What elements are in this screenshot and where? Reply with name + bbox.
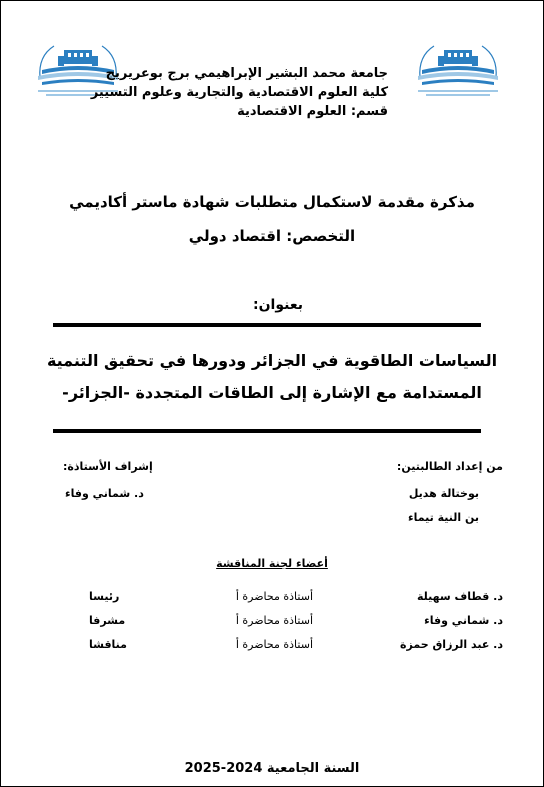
department-name: قسم: العلوم الاقتصادية (237, 104, 388, 119)
thesis-title (1, 345, 543, 409)
committee-member-rank: أستاذة محاضرة أ (235, 590, 313, 603)
university-logo-right (408, 34, 508, 100)
committee-member-role: رئيسا (89, 590, 120, 603)
thesis-title-line-2: المستدامة مع الإشارة إلى الطاقات المتجددة -الجزائر- (62, 383, 482, 402)
committee-member-name: د. عبد الرزاق حمزة (400, 638, 503, 651)
committee-label: أعضاء لجنة المناقشة (216, 557, 328, 570)
thesis-statement: مذكرة مقدمة لاستكمال متطلبات شهادة ماستر أكاديمي (69, 193, 475, 211)
specialty: التخصص: اقتصاد دولي (188, 227, 356, 245)
committee-member-name: د. شماني وفاء (424, 614, 503, 627)
student-name-2: بن النية تيماء (408, 511, 479, 524)
committee-member-role: مناقشا (89, 638, 127, 651)
title-rule-top (53, 323, 481, 327)
committee-member-name: د. قطاف سهيلة (416, 590, 503, 603)
supervisor-name: د. شماني وفاء (65, 487, 144, 500)
university-header (91, 64, 388, 121)
committee-member-rank: أستاذة محاضرة أ (235, 638, 313, 651)
committee-member-rank: أستاذة محاضرة أ (235, 614, 313, 627)
students-label: من إعداد الطالبتين: (396, 460, 503, 473)
supervisor-label: إشراف الأستاذة: (63, 460, 153, 473)
thesis-title-line-1: السياسات الطاقوية في الجزائر ودورها في تحقيق التنمية (46, 351, 498, 370)
title-label: بعنوان: (253, 297, 303, 313)
student-name-1: بوختالة هديل (408, 487, 479, 500)
committee-member-role: مشرفا (89, 614, 126, 627)
university-name: جامعة محمد البشير الإبراهيمي برج بوعريريج (105, 66, 388, 81)
faculty-name: كلية العلوم الاقتصادية والتجارية وعلوم التسيير (90, 85, 388, 100)
title-rule-bottom (53, 429, 481, 433)
academic-year: السنة الجامعية 2024-2025 (184, 761, 360, 776)
